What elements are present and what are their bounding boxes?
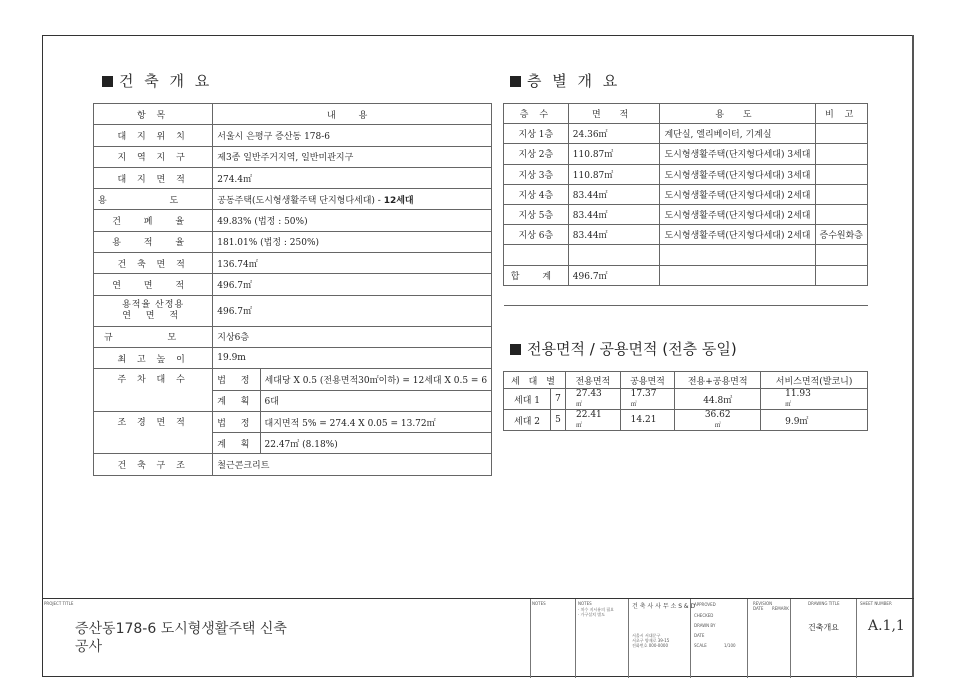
table-row <box>504 285 868 305</box>
header-exclusive: 전용면적 <box>566 372 621 389</box>
table-row <box>94 295 492 326</box>
zone-value: 제3종 일반주거지역, 일반미관지구 <box>213 146 492 167</box>
firm-name: 건 축 사 사 무 소 S & D <box>632 603 696 610</box>
header-item: 항 목 <box>94 104 213 125</box>
use-value: 공동주택(도시형생활주택 단지형다세대) - 12세대 <box>213 189 492 210</box>
site-location-value: 서울시 은평구 증산동 178-6 <box>213 125 492 146</box>
landscape-legal-value: 대지면적 5% = 274.4 X 0.05 = 13.72㎡ <box>260 411 492 432</box>
table-row <box>94 253 492 274</box>
bcr-value: 49.83% (법정 : 50%) <box>213 210 492 231</box>
table-row <box>94 231 492 252</box>
row-label: 대 지 위 치 <box>94 125 213 146</box>
total-label: 합 계 <box>504 265 569 285</box>
row-label: 용 도 <box>94 189 213 210</box>
parking-plan-value: 6대 <box>260 390 492 411</box>
table-row <box>94 347 492 368</box>
sheet-number-label: SHEET NUMBER <box>860 601 892 606</box>
header-common: 공용면적 <box>620 372 675 389</box>
table-row <box>94 125 492 146</box>
table-row: 지상 2층 110.87㎡ 도시형생활주택(단지형다세대) 3세대 <box>504 144 868 164</box>
header-content: 내 용 <box>213 104 492 125</box>
landscape-plan-label: 계 획 <box>213 433 260 454</box>
row-label: 규 모 <box>94 326 213 347</box>
table-row: 세대 2 5 22.41 ㎡ 14.21 36.62 ㎡ 9.9㎡ <box>504 410 868 431</box>
row-label: 건 폐 율 <box>94 210 213 231</box>
project-title-label: PROJECT TITLE <box>44 601 74 606</box>
site-area-value: 274.4㎡ <box>213 167 492 188</box>
table-row <box>504 104 868 124</box>
header-use: 용 도 <box>660 104 815 124</box>
floors-table <box>503 103 868 306</box>
header-sum: 전용+공용면적 <box>675 372 761 389</box>
header-area: 면 적 <box>568 104 660 124</box>
row-label: 연 면 적 <box>94 274 213 295</box>
row-label: 용 적 율 <box>94 231 213 252</box>
scale-value: 1/100 <box>724 643 736 648</box>
table-row: 세대 1 7 27.43 ㎡ 17.37 ㎡ 44.8㎡ 11.93 ㎡ <box>504 389 868 410</box>
floors-heading: 층 별 개 요 <box>510 70 620 91</box>
landscape-plan-value: 22.47㎡ (8.18%) <box>260 433 492 454</box>
table-row <box>94 210 492 231</box>
header-unit: 세 대 별 <box>504 372 566 389</box>
table-row <box>94 189 492 210</box>
row-label: 주 차 대 수 <box>94 369 213 412</box>
gross-area-value: 496.7㎡ <box>213 274 492 295</box>
header-service: 서비스면적(발코니) <box>761 372 868 389</box>
row-label: 대 지 면 적 <box>94 167 213 188</box>
table-row: 지상 1층 24.36㎡ 계단실, 엘리베이터, 기계실 <box>504 124 868 144</box>
square-bullet-icon <box>102 76 113 87</box>
total-area: 496.7㎡ <box>568 265 660 285</box>
square-bullet-icon <box>510 76 521 87</box>
row-label: 최 고 높 이 <box>94 347 213 368</box>
overview-heading: 건 축 개 요 <box>102 70 212 91</box>
table-row <box>94 167 492 188</box>
parking-legal-value: 세대당 X 0.5 (전용면적30㎡이하) = 12세대 X 0.5 = 6 <box>260 369 492 390</box>
row-label: 건 축 면 적 <box>94 253 213 274</box>
scale-value: 지상6층 <box>213 326 492 347</box>
row-label: 지 역 지 구 <box>94 146 213 167</box>
parking-legal-label: 법 정 <box>213 369 260 390</box>
table-row <box>94 411 492 432</box>
table-row <box>504 245 868 265</box>
header-note: 비 고 <box>815 104 867 124</box>
units-heading: 전용면적 / 공용면적 (전층 동일) <box>510 338 737 359</box>
overview-table <box>93 103 492 476</box>
table-row <box>94 104 492 125</box>
table-row <box>94 274 492 295</box>
landscape-legal-label: 법 정 <box>213 411 260 432</box>
table-row <box>94 369 492 390</box>
header-floor: 층 수 <box>504 104 569 124</box>
table-row <box>504 265 868 285</box>
table-row <box>94 454 492 475</box>
far-value: 181.01% (법정 : 250%) <box>213 231 492 252</box>
drawing-title: 건축개요 <box>808 623 839 632</box>
row-label: 용적율 산정용 연 면 적 <box>94 295 213 326</box>
table-row <box>504 372 868 389</box>
table-row <box>94 146 492 167</box>
structure-value: 철근콘크리트 <box>213 454 492 475</box>
table-row: 지상 4층 83.44㎡ 도시형생활주택(단지형다세대) 2세대 <box>504 184 868 204</box>
square-bullet-icon <box>510 344 521 355</box>
units-table <box>503 371 868 431</box>
table-row <box>94 326 492 347</box>
unit-count-bold: 12세대 <box>383 195 414 206</box>
sheet-edge-line <box>912 35 914 677</box>
parking-plan-label: 계 획 <box>213 390 260 411</box>
max-height-value: 19.9m <box>213 347 492 368</box>
row-label: 조 경 면 적 <box>94 411 213 454</box>
notes-label: NOTES <box>532 601 546 606</box>
building-area-value: 136.74㎡ <box>213 253 492 274</box>
sheet-number: A.1,1 <box>868 618 905 634</box>
table-row: 지상 6층 83.44㎡ 도시형생활주택(단지형다세대) 2세대 증수원화층 <box>504 225 868 245</box>
table-row: 지상 5층 83.44㎡ 도시형생활주택(단지형다세대) 2세대 <box>504 204 868 224</box>
drawing-title-label: DRAWING TITLE <box>808 601 840 606</box>
row-label: 건 축 구 조 <box>94 454 213 475</box>
far-area-value: 496.7㎡ <box>213 295 492 326</box>
project-title: 증산동178-6 도시형생활주택 신축 공사 <box>75 621 287 655</box>
table-row: 지상 3층 110.87㎡ 도시형생활주택(단지형다세대) 3세대 <box>504 164 868 184</box>
